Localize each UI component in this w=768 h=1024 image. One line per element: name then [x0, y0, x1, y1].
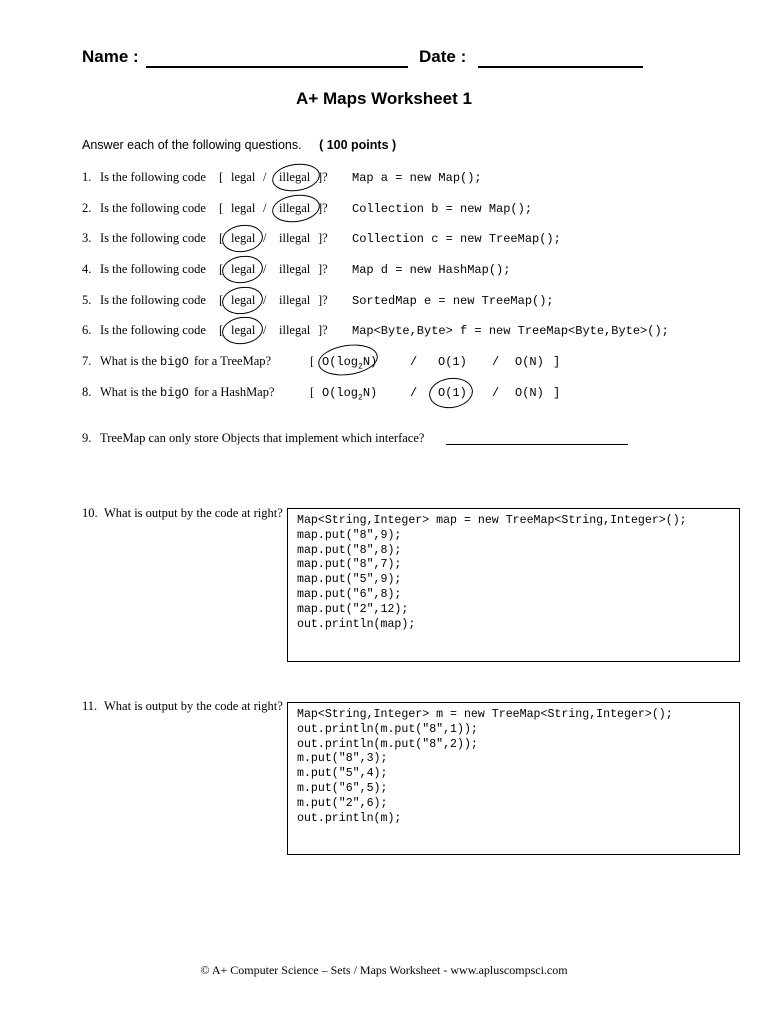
q11-number: 11. [82, 699, 98, 713]
name-field-line[interactable] [146, 66, 408, 68]
code-line: m.put("5",4); [297, 767, 388, 781]
answer-circle-mark [220, 222, 267, 254]
code-line: out.println(m); [297, 811, 402, 825]
bigo-mono: bigO [160, 355, 189, 369]
code-snippet: Collection c = new TreeMap(); [352, 232, 561, 246]
option-separator: / [263, 262, 267, 276]
option-illegal[interactable]: illegal [279, 170, 311, 184]
footer: © A+ Computer Science – Sets / Maps Worksheet - www.apluscompsci.com [200, 963, 568, 977]
question-text-end: for a TreeMap? [194, 354, 272, 368]
option-separator: / [492, 355, 500, 369]
option-legal[interactable]: legal [231, 201, 256, 215]
answer-circle-mark [270, 192, 321, 225]
code-snippet: Map d = new HashMap(); [352, 263, 511, 277]
option-separator: / [263, 293, 267, 307]
option-on[interactable]: O(N) [515, 386, 544, 400]
answer-circle-mark [427, 375, 475, 411]
code-line: m.put("2",6); [297, 796, 388, 810]
ologn-text: O(log [322, 355, 359, 369]
bracket-close: ]? [318, 201, 328, 215]
question-text: Is the following code [100, 231, 206, 245]
question-text: Is the following code [100, 170, 206, 184]
code-line: map.put("6",8); [297, 587, 402, 601]
question-number: 3. [82, 231, 92, 245]
question-number: 8. [82, 385, 92, 399]
q10-number: 10. [82, 506, 98, 520]
option-separator: / [263, 323, 267, 337]
bracket-close: ]? [318, 170, 328, 184]
code-snippet: Collection b = new Map(); [352, 202, 533, 216]
answer-circle-mark [316, 341, 380, 379]
option-legal[interactable]: legal [231, 231, 256, 245]
q10-text: What is output by the code at right? [104, 506, 283, 520]
question-text: Is the following code [100, 323, 206, 337]
ologn-base: 2 [358, 393, 363, 403]
ologn-base: 2 [358, 362, 363, 372]
option-illegal[interactable]: illegal [279, 231, 311, 245]
question-number: 5. [82, 293, 92, 307]
answer-circle-mark [220, 253, 267, 285]
code-line: map.put("8",8); [297, 543, 402, 557]
option-legal[interactable]: legal [231, 262, 256, 276]
date-label: Date : [419, 47, 467, 66]
bracket-open: [ [310, 354, 315, 368]
worksheet-title: A+ Maps Worksheet 1 [296, 89, 472, 108]
ologn-text: O(log [322, 386, 359, 400]
option-separator: / [492, 386, 500, 400]
bracket-open: [ [219, 323, 224, 337]
question-number: 4. [82, 262, 92, 276]
date-field-line[interactable] [478, 66, 643, 68]
question-text: What is the [100, 354, 157, 368]
question-number: 6. [82, 323, 92, 337]
option-on[interactable]: O(N) [515, 355, 544, 369]
code-line: map.put("8",7); [297, 558, 402, 572]
code-line: map.put("5",9); [297, 573, 402, 587]
code-snippet: SortedMap e = new TreeMap(); [352, 294, 554, 308]
answer-circle-mark [270, 161, 321, 194]
bracket-open: [ [219, 231, 224, 245]
bracket-close: ]? [318, 323, 328, 337]
option-illegal[interactable]: illegal [279, 293, 311, 307]
code-line: map.put("8",9); [297, 528, 402, 542]
question-number: 1. [82, 170, 92, 184]
bracket-open: [ [310, 385, 315, 399]
bracket-close: ] [553, 355, 561, 369]
answer-circle-mark [220, 284, 267, 316]
code-line: m.put("6",5); [297, 781, 388, 795]
option-separator: / [410, 355, 418, 369]
code-line: out.println(m.put("8",2)); [297, 737, 478, 751]
code-snippet: Map a = new Map(); [352, 171, 482, 185]
q9-text: TreeMap can only store Objects that implement which interface? [100, 431, 425, 445]
bracket-open: [ [219, 201, 224, 215]
bigo-mono: bigO [160, 386, 189, 400]
option-illegal[interactable]: illegal [279, 262, 311, 276]
code-line: map.put("2",12); [297, 602, 409, 616]
q9-number: 9. [82, 431, 92, 445]
option-legal[interactable]: legal [231, 293, 256, 307]
option-o1[interactable]: O(1) [438, 386, 467, 400]
points-label: ( 100 points ) [319, 138, 397, 152]
question-text: Is the following code [100, 262, 206, 276]
bracket-open: [ [219, 170, 224, 184]
question-text: Is the following code [100, 201, 206, 215]
q11-code-box [287, 702, 740, 855]
bracket-close: ]? [318, 262, 328, 276]
code-snippet: Map<Byte,Byte> f = new TreeMap<Byte,Byte>(); [352, 324, 669, 338]
ologn-end: N) [362, 355, 378, 369]
option-separator: / [410, 386, 418, 400]
q10-code [297, 514, 730, 632]
ologn-end: N) [362, 386, 378, 400]
bracket-close: ]? [318, 293, 328, 307]
option-separator: / [263, 231, 267, 245]
bracket-open: [ [219, 262, 224, 276]
code-line: m.put("8",3); [297, 752, 388, 766]
option-illegal[interactable]: illegal [279, 323, 311, 337]
question-number: 2. [82, 201, 92, 215]
code-line: Map<String,Integer> m = new TreeMap<String,Integer>(); [297, 708, 673, 721]
name-label: Name : [82, 47, 139, 66]
q9-answer-line[interactable] [446, 444, 628, 445]
option-ologn[interactable] [322, 386, 377, 402]
option-legal[interactable]: legal [231, 323, 256, 337]
q11-text: What is output by the code at right? [104, 699, 283, 713]
instructions [82, 138, 396, 152]
q10-code-box [287, 508, 740, 662]
option-separator: / [263, 201, 267, 215]
answer-circle-mark [220, 314, 267, 346]
option-illegal[interactable]: illegal [279, 201, 311, 215]
question-text: Is the following code [100, 293, 206, 307]
option-legal[interactable]: legal [231, 170, 256, 184]
instructions-text: Answer each of the following questions. [82, 138, 302, 152]
code-line: Map<String,Integer> map = new TreeMap<String,Integer>(); [297, 514, 687, 527]
question-number: 7. [82, 354, 92, 368]
bracket-open: [ [219, 293, 224, 307]
bracket-close: ]? [318, 231, 328, 245]
question-text: What is the [100, 385, 157, 399]
q11-code [297, 708, 730, 826]
question-text-end: for a HashMap? [194, 385, 275, 399]
code-line: out.println(map); [297, 617, 416, 631]
code-line: out.println(m.put("8",1)); [297, 722, 478, 736]
option-separator: / [263, 170, 267, 184]
option-o1[interactable]: O(1) [438, 355, 467, 369]
bracket-close: ] [553, 386, 561, 400]
